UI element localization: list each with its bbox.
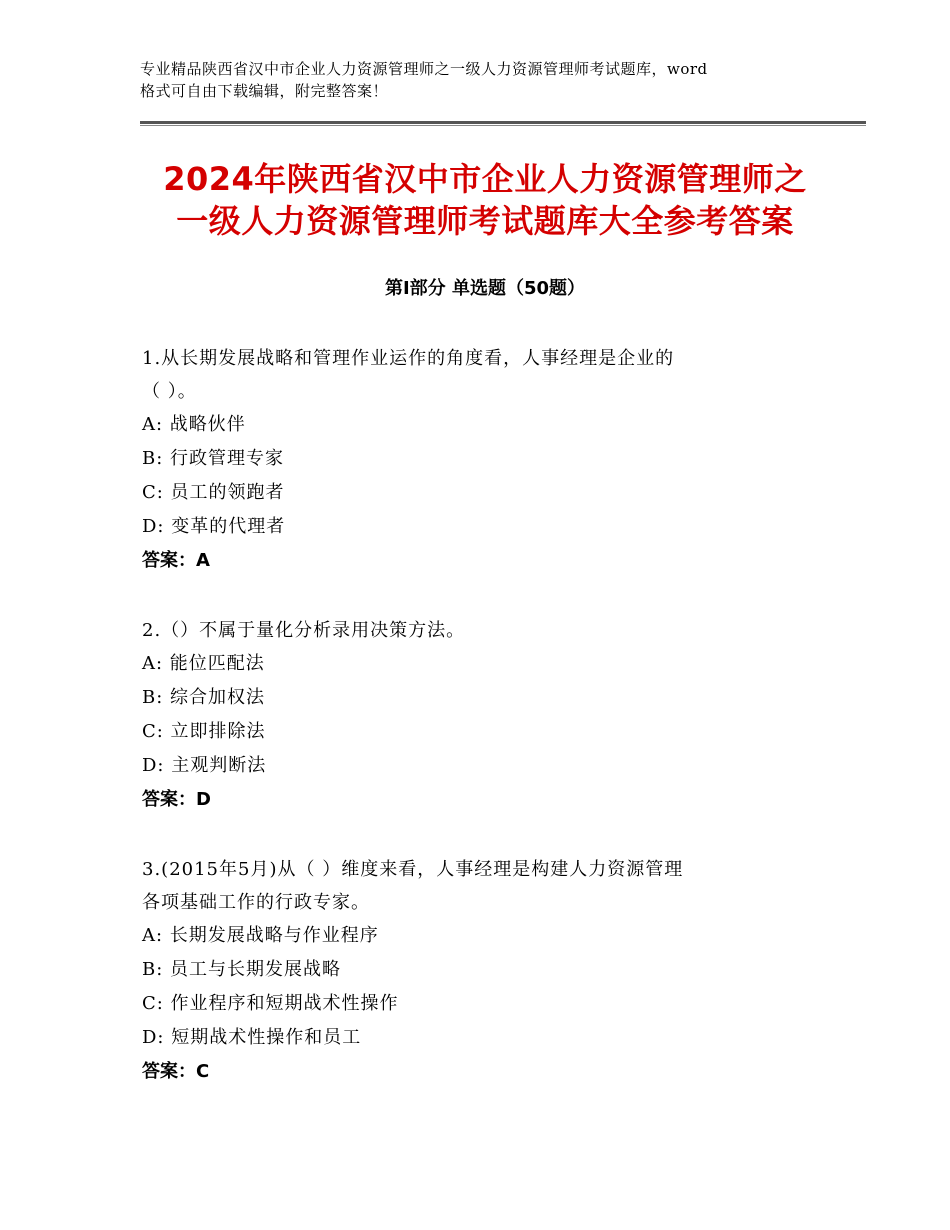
- header-note-line-1: 专业精品陕西省汉中市企业人力资源管理师之一级人力资源管理师考试题库，word: [140, 60, 708, 78]
- option-c: C: 作业程序和短期战术性操作: [142, 993, 399, 1014]
- question-list: [142, 342, 822, 1125]
- option-a: A: 能位匹配法: [142, 653, 265, 674]
- question-stem-line-1: 3.(2015年5月)从（ ）维度来看，人事经理是构建人力资源管理: [142, 859, 684, 880]
- option-c: C: 立即排除法: [142, 721, 266, 742]
- header-note-line-2: 格式可自由下载编辑，附完整答案！: [140, 82, 389, 100]
- answer: 答案：A: [142, 550, 210, 571]
- section-title: 第Ⅰ部分 单选题（50题）: [384, 278, 585, 299]
- option-d: D: 主观判断法: [142, 755, 267, 776]
- question-3: [142, 853, 822, 1089]
- option-a: A: 长期发展战略与作业程序: [142, 925, 379, 946]
- option-d: D: 短期战术性操作和员工: [142, 1027, 362, 1048]
- document-title-line-1: 2024年陕西省汉中市企业人力资源管理师之: [163, 160, 807, 198]
- answer: 答案：D: [142, 789, 211, 810]
- option-b: B: 员工与长期发展战略: [142, 959, 342, 980]
- option-b: B: 行政管理专家: [142, 448, 285, 469]
- document-title: [140, 158, 830, 242]
- option-b: B: 综合加权法: [142, 687, 266, 708]
- option-a: A: 战略伙伴: [142, 414, 246, 435]
- header-note: [140, 58, 830, 102]
- question-stem-line-1: 2.（）不属于量化分析录用决策方法。: [142, 620, 466, 641]
- document-title-line-2: 一级人力资源管理师考试题库大全参考答案: [176, 202, 794, 240]
- header-divider-thin: [140, 125, 866, 126]
- question-stem-line-2: （ ）。: [142, 381, 197, 402]
- header-divider-thick: [140, 121, 866, 124]
- question-stem-line-2: 各项基础工作的行政专家。: [142, 892, 370, 913]
- question-2: [142, 614, 822, 817]
- answer: 答案：C: [142, 1061, 210, 1082]
- question-1: [142, 342, 822, 578]
- question-stem-line-1: 1.从长期发展战略和管理作业运作的角度看，人事经理是企业的: [142, 348, 675, 369]
- option-c: C: 员工的领跑者: [142, 482, 285, 503]
- option-d: D: 变革的代理者: [142, 516, 286, 537]
